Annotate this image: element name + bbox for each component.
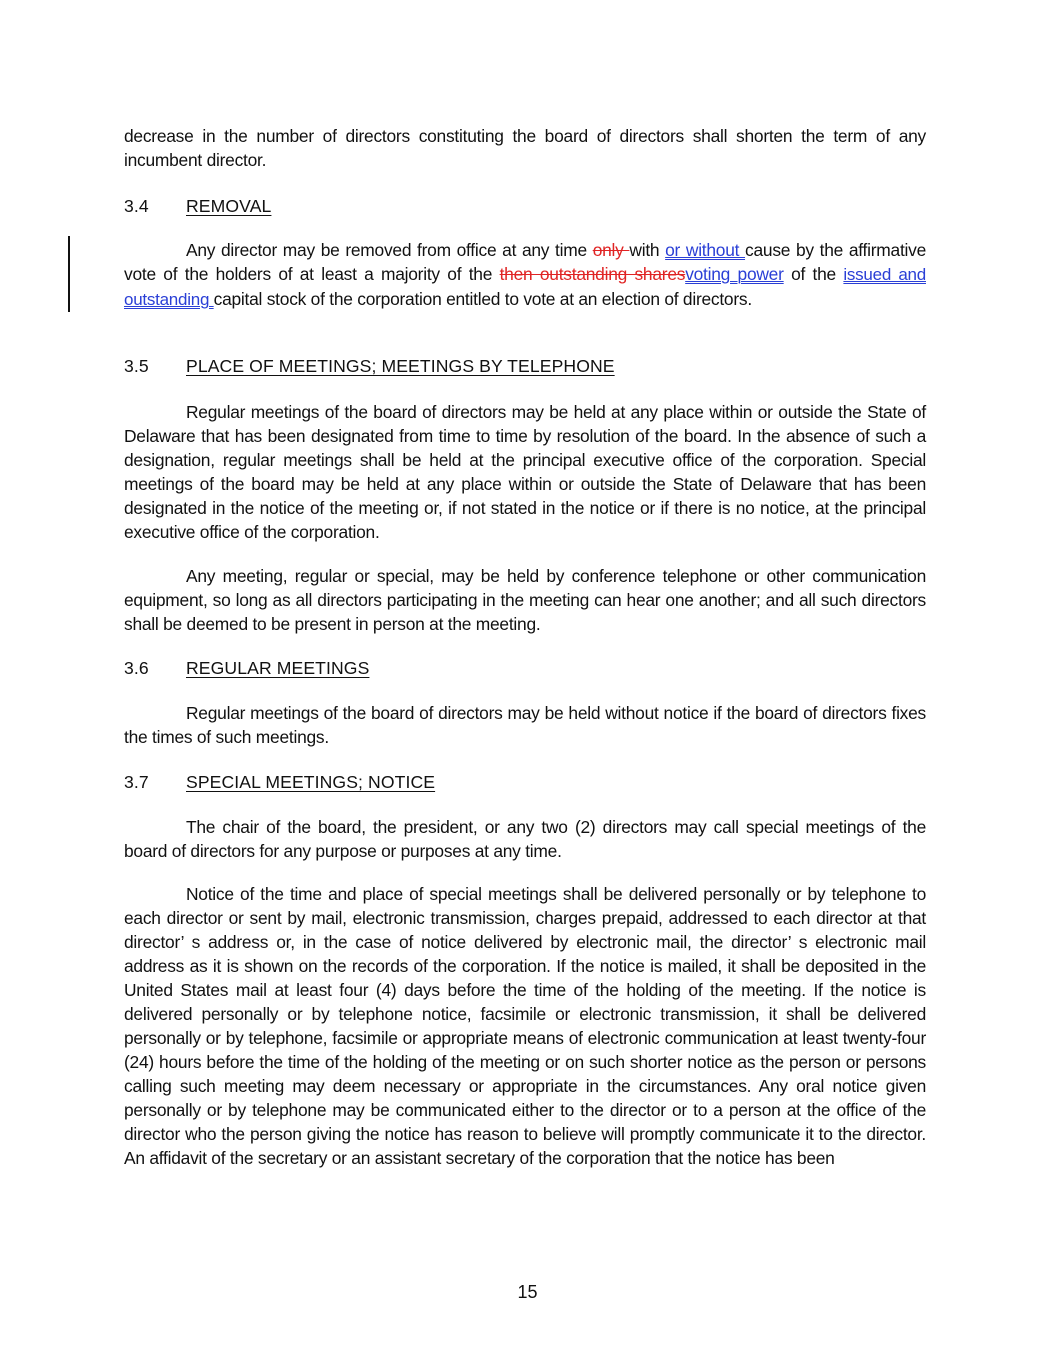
special-meetings-paragraph-1: The chair of the board, the president, or any two (2) directors may call special meetings of the board of directors for any purpose or purposes at any time. xyxy=(124,817,926,861)
section-title: REMOVAL xyxy=(186,196,272,216)
tracked-deletion: only xyxy=(592,240,630,260)
section-heading-removal xyxy=(124,194,271,218)
section-number: 3.5 xyxy=(124,356,149,376)
section-number: 3.4 xyxy=(124,196,149,216)
tracked-insertion: or without xyxy=(665,240,746,260)
section-number: 3.7 xyxy=(124,772,149,792)
special-meetings-paragraph-2: Notice of the time and place of special meetings shall be delivered personally or by telephone to each director or sent by mail, electronic transmission, charges prepaid, addressed to each director at that director’ s address or, in the case of notice delivered by electronic mail, the director’ s electronic mail address as it is shown on the records of the corporation. If the notice is mailed, it shall be deposited in the United States mail at least four (4) days before the time of the holding of the meeting. If the notice is delivered personally or by telephone notice, facsimile or electronic transmission, it shall be delivered personally or by telephone, facsimile or appropriate means of electronic communication at least twenty-four (24) hours before the time of the holding of the meeting or on such shorter notice as the person or persons calling such meeting may deem necessary or appropriate in the circumstances. Any oral notice given personally or by telephone may be communicated either to the director or to a person at the office of the director who the person giving the notice has reason to believe will promptly communicate it to the director. An affidavit of the secretary or an assistant secretary of the corporation that the notice has been xyxy=(124,884,926,1168)
section-title: PLACE OF MEETINGS; MEETINGS BY TELEPHONE xyxy=(186,356,615,376)
section-number: 3.6 xyxy=(124,658,149,678)
section-title: SPECIAL MEETINGS; NOTICE xyxy=(186,772,436,792)
removal-text: capital stock of the corporation entitled to vote at an election of directors. xyxy=(213,289,752,309)
section-heading-place-of-meetings xyxy=(124,354,615,378)
removal-text: with xyxy=(629,240,666,260)
tracked-insertion: voting power xyxy=(685,264,784,284)
tracked-deletion: then outstanding shares xyxy=(499,264,686,284)
section-heading-special-meetings xyxy=(124,770,435,794)
removal-text: Any director may be removed from office at any time xyxy=(186,240,593,260)
tracked-insertion: issued and outstanding xyxy=(124,265,926,309)
place-of-meetings-paragraph-1: Regular meetings of the board of directors may be held at any place within or outside the State of Delaware that has been designated from time to time by resolution of the board. In the absence of such a designation, regular meetings shall be held at the principal executive office of the corporation. Special meetings of the board may be held at any place within or outside the State of Delaware that has been designated in the notice of the meeting or, if not stated in the notice or if there is no notice, at the principal executive office of the corporation. xyxy=(124,402,926,542)
section-heading-regular-meetings xyxy=(124,656,369,680)
removal-text: of the xyxy=(783,264,844,284)
removal-text: cause by the affirmative vote of the holders of at least a majority of the xyxy=(124,240,927,284)
regular-meetings-paragraph: Regular meetings of the board of directors may be held without notice if the board of directors fixes the times of such meetings. xyxy=(124,703,926,747)
section-title: REGULAR MEETINGS xyxy=(186,658,370,678)
removal-paragraph xyxy=(124,238,926,312)
place-of-meetings-paragraph-2: Any meeting, regular or special, may be held by conference telephone or other communication equipment, so long as all directors participating in the meeting can hear one another; and all such directors shall be deemed to be present in person at the meeting. xyxy=(124,566,926,634)
revision-change-bar xyxy=(68,236,70,312)
opening-paragraph: decrease in the number of directors constituting the board of directors shall shorten the term of any incumbent director. xyxy=(124,126,926,170)
page-number: 15 xyxy=(517,1282,538,1302)
